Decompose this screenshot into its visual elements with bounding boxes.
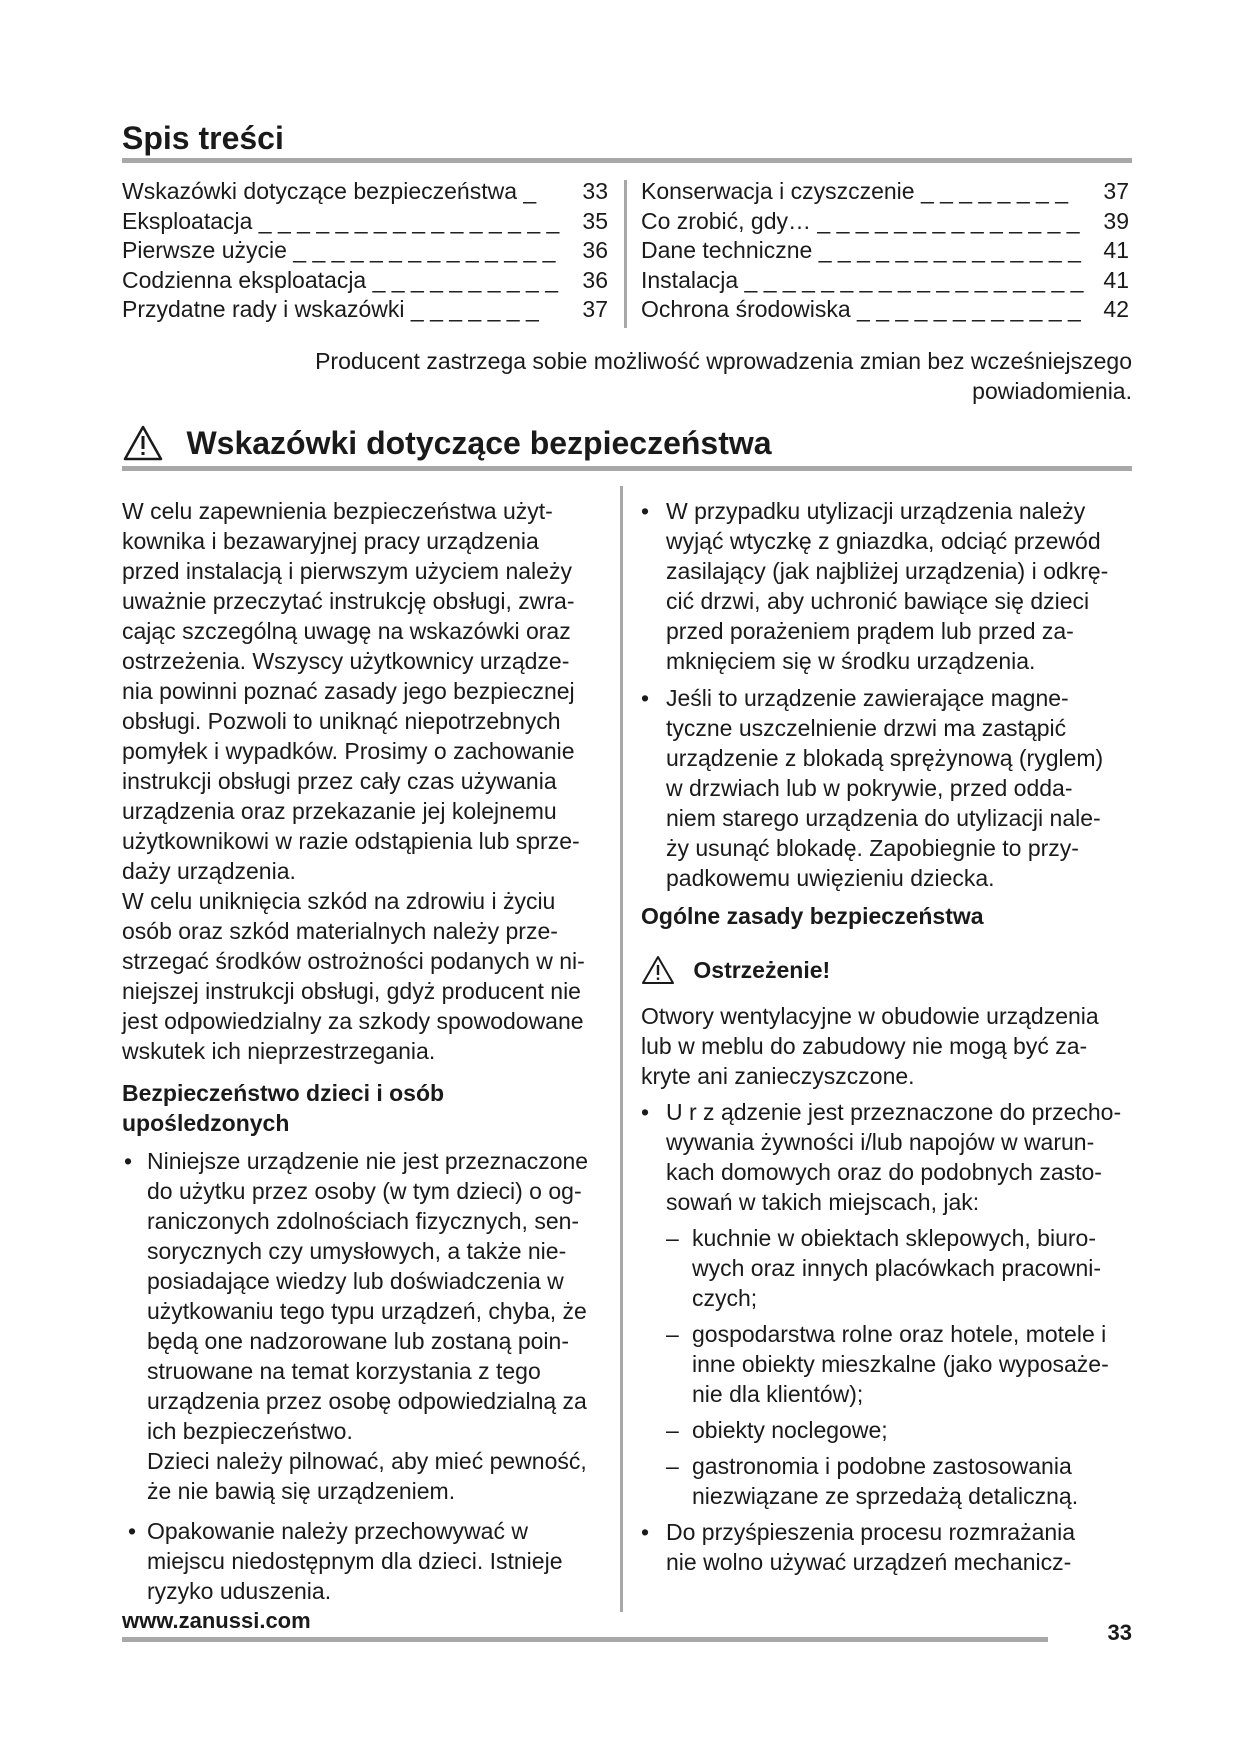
disposal-bullet [641, 496, 1161, 676]
toc-entry[interactable] [122, 236, 608, 266]
text-line: instrukcji obsługi przez cały czas używania [122, 768, 557, 794]
toc-entry-page: 41 [1103, 237, 1129, 263]
children-heading-line1: Bezpieczeństwo dzieci i osób [122, 1080, 445, 1106]
text-line: przed porażeniem prądem lub przed za- [666, 618, 1074, 644]
text-line: Jeśli to urządzenie zawierające magne- [666, 685, 1069, 711]
text-line: cając szczególną uwagę na wskazówki oraz [122, 618, 571, 644]
text-line: kryte ani zanieczyszczone. [641, 1063, 915, 1089]
intended-use-bullet [641, 1097, 1161, 1511]
children-bullet-2 [122, 1516, 612, 1606]
text-line: ryzyko uduszenia. [147, 1578, 332, 1604]
text-line: sorycznych czy umysłowych, a także nie- [147, 1238, 567, 1264]
text-line: Do przyśpieszenia procesu rozmrażania [666, 1519, 1076, 1545]
children-bullet-1 [122, 1146, 612, 1506]
text-line: urządzenia oraz przekazanie jej kolejnemu [122, 798, 557, 824]
dash-glyph: – [666, 1321, 679, 1347]
text-line: sowań w takich miejscach, jak: [666, 1189, 980, 1215]
text-line: ży usunąć blokadę. Zapobiegnie to przy- [666, 835, 1079, 861]
warning-heading [641, 953, 1161, 987]
dash-item-3-text [692, 1415, 1161, 1445]
dash-glyph: – [666, 1225, 679, 1251]
safety-title: Wskazówki dotyczące bezpieczeństwa [186, 424, 772, 461]
text-line: W przypadku utylizacji urządzenia należy [666, 498, 1086, 524]
text-line: W celu zapewnienia bezpieczeństwa użyt- [122, 498, 553, 524]
change-notice [315, 346, 1132, 406]
toc-title: Spis treści [122, 120, 284, 156]
text-line: wyjąć wtyczkę z gniazdka, odciąć przewód [666, 528, 1101, 554]
bullet-glyph: • [124, 1148, 133, 1174]
toc-entry-label: Pierwsze użycie _ _ _ _ _ _ _ _ _ _ _ _ _ _ [122, 237, 556, 263]
warning-triangle-icon [641, 955, 675, 985]
text-line: nia powinni poznać zasady jego bezpiecznej [122, 678, 575, 704]
toc-entry-label: Przydatne rady i wskazówki _ _ _ _ _ _ _ [122, 296, 539, 322]
text-line: kownika i bezawaryjnej pracy urządzenia [122, 528, 539, 554]
text-line: miejscu niedostępnym dla dzieci. Istnieje [147, 1548, 563, 1574]
text-line: użytkowaniu tego typu urządzeń, chyba, że [147, 1298, 587, 1324]
footer-rule [122, 1637, 1048, 1642]
magnetic-seal-bullet [641, 683, 1161, 893]
magnetic-seal-bullet-text [666, 683, 1161, 893]
text-line: nie dla klientów); [692, 1381, 864, 1407]
general-safety-heading: Ogólne zasady bezpieczeństwa [641, 903, 984, 929]
dash-glyph: – [666, 1453, 679, 1479]
intended-use-bullet-text [666, 1097, 1161, 1217]
toc-left-column [122, 177, 608, 325]
text-line: U r z ądzenie jest przeznaczone do przecho- [666, 1099, 1122, 1125]
text-line: nie wolno używać urządzeń mechanicz- [666, 1549, 1072, 1575]
dash-glyph: – [666, 1417, 679, 1443]
dash-item-3 [666, 1415, 1161, 1445]
toc-entry-label: Konserwacja i czyszczenie _ _ _ _ _ _ _ _ [641, 178, 1069, 204]
toc-entry-page: 37 [582, 296, 608, 322]
text-line: że nie bawią się urządzeniem. [147, 1478, 456, 1504]
toc-entry-page: 35 [582, 207, 608, 234]
text-line: Opakowanie należy przechowywać w [147, 1518, 528, 1544]
toc-entry-label: Codzienna eksploatacja _ _ _ _ _ _ _ _ _ _ [122, 266, 559, 293]
intro-paragraph [122, 496, 612, 1066]
text-line: kach domowych oraz do podobnych zasto- [666, 1159, 1102, 1185]
text-line: lub w meblu do zabudowy nie mogą być za- [641, 1033, 1088, 1059]
text-line: niezwiązane ze sprzedażą detaliczną. [692, 1483, 1079, 1509]
text-line: wskutek ich nieprzestrzegania. [122, 1038, 436, 1064]
text-line: w drzwiach lub w pokrywie, przed odda- [666, 775, 1073, 801]
text-line: daży urządzenia. [122, 858, 296, 884]
text-line: strzegać środków ostrożności podanych w ni- [122, 948, 585, 974]
bullet-glyph: • [641, 685, 650, 711]
text-line: przed instalacją i pierwszym użyciem należy [122, 558, 572, 584]
toc-right-column [641, 177, 1129, 325]
defrost-bullet [641, 1517, 1161, 1577]
text-line: osób oraz szkód materialnych należy prze- [122, 918, 558, 944]
toc-entry-label: Wskazówki dotyczące bezpieczeństwa _ [122, 178, 537, 204]
children-heading [122, 1078, 612, 1138]
text-line: ostrzeżenia. Wszyscy użytkownicy urządze- [122, 648, 570, 674]
text-line: Niniejsze urządzenie nie jest przeznaczone [147, 1148, 589, 1174]
toc-entry[interactable] [122, 266, 608, 296]
toc-entry[interactable] [641, 266, 1129, 296]
text-line: kuchnie w obiektach sklepowych, biuro- [692, 1225, 1096, 1251]
toc-entry[interactable] [641, 236, 1129, 266]
children-bullet-1-text [147, 1146, 612, 1446]
safety-title-rule [122, 466, 1132, 471]
toc-title-rule [122, 158, 1132, 163]
text-line: niem starego urządzenia do utylizacji nale- [666, 805, 1101, 831]
toc-entry-label: Co zrobić, gdy… _ _ _ _ _ _ _ _ _ _ _ _ _ _ [641, 207, 1080, 234]
bullet-glyph: • [641, 498, 650, 524]
text-line: struowane na temat korzystania z tego [147, 1358, 541, 1384]
safety-heading [122, 424, 772, 468]
toc-entry[interactable] [641, 207, 1129, 237]
dash-item-2 [666, 1319, 1161, 1409]
text-line: będą one nadzorowane lub zostaną poin- [147, 1328, 569, 1354]
text-line: użytkownikowi w razie odstąpienia lub sprze- [122, 828, 580, 854]
text-line: pomyłek i wypadków. Prosimy o zachowanie [122, 738, 575, 764]
children-bullet-1-extra [147, 1446, 612, 1506]
change-notice-line2: powiadomienia. [972, 378, 1132, 404]
text-line: inne obiekty mieszkalne (jako wyposaże- [692, 1351, 1109, 1377]
children-bullet-2-text [147, 1516, 612, 1606]
warning-label: Ostrzeżenie! [693, 956, 831, 983]
text-line: wywania żywności i/lub napojów w warun- [666, 1129, 1095, 1155]
text-line: W celu uniknięcia szkód na zdrowiu i życiu [122, 888, 556, 914]
toc-entry-label: Instalacja _ _ _ _ _ _ _ _ _ _ _ _ _ _ _ _ _ _ [641, 266, 1084, 293]
children-heading-line2: upośledzonych [122, 1110, 290, 1136]
disposal-bullet-text [666, 496, 1161, 676]
text-line: jest odpowiedzialny za szkody spowodowane [122, 1008, 584, 1034]
text-line: posiadające wiedzy lub doświadczenia w [147, 1268, 564, 1294]
dash-item-4-text [692, 1451, 1161, 1511]
dash-item-4 [666, 1451, 1161, 1511]
footer-url[interactable]: www.zanussi.com [122, 1608, 311, 1633]
text-line: urządzenia przez osobę odpowiedzialną za [147, 1388, 587, 1414]
toc-entry-page: 41 [1103, 266, 1129, 293]
warning-triangle-icon [122, 424, 164, 462]
text-line: obsługi. Pozwoli to uniknąć niepotrzebnych [122, 708, 561, 734]
text-line: raniczonych zdolnościach fizycznych, sen- [147, 1208, 580, 1234]
toc-entry[interactable] [641, 295, 1129, 325]
text-line: Otwory wentylacyjne w obudowie urządzenia [641, 1003, 1099, 1029]
dash-item-1-text [692, 1223, 1161, 1313]
toc-divider [624, 180, 627, 328]
toc-entry-page: 36 [582, 266, 608, 293]
text-line: mknięciem się w środku urządzenia. [666, 648, 1036, 674]
toc-entry-page: 42 [1103, 296, 1129, 322]
bullet-glyph: • [641, 1519, 650, 1545]
toc-entry-page: 36 [582, 237, 608, 263]
change-notice-line1: Producent zastrzega sobie możliwość wprowadzenia zmian bez wcześniejszego [315, 348, 1132, 374]
text-line: urządzenie z blokadą sprężynową (ryglem) [666, 745, 1104, 771]
text-line: padkowemu uwięzieniu dziecka. [666, 865, 995, 891]
text-line: gospodarstwa rolne oraz hotele, motele i [692, 1321, 1107, 1347]
text-line: uważnie przeczytać instrukcję obsługi, zwra- [122, 588, 575, 614]
text-line: czych; [692, 1285, 758, 1311]
dash-item-2-text [692, 1319, 1161, 1409]
toc-entry[interactable] [122, 177, 608, 207]
text-line: niejszej instrukcji obsługi, gdyż producent nie [122, 978, 581, 1004]
bullet-glyph: • [641, 1099, 650, 1125]
page-number: 33 [1107, 1620, 1132, 1645]
bullet-glyph: • [128, 1518, 137, 1544]
text-line: wych oraz innych placówkach pracowni- [692, 1255, 1102, 1281]
text-line: cić drzwi, aby uchronić bawiące się dzieci [666, 588, 1090, 614]
toc-entry-label: Eksploatacja _ _ _ _ _ _ _ _ _ _ _ _ _ _ _ _ [122, 207, 560, 234]
warning-text [641, 1001, 1161, 1091]
text-line: do użytku przez osoby (w tym dzieci) o og- [147, 1178, 582, 1204]
text-line: ich bezpieczeństwo. [147, 1418, 353, 1444]
defrost-bullet-text [666, 1517, 1161, 1577]
toc-entry-page: 33 [582, 178, 608, 204]
text-line: gastronomia i podobne zastosowania [692, 1453, 1072, 1479]
right-column [641, 496, 1161, 1577]
toc-entry[interactable] [641, 177, 1129, 207]
text-line: tyczne uszczelnienie drzwi ma zastąpić [666, 715, 1067, 741]
toc-entry-page: 37 [1103, 178, 1129, 204]
toc-entry-page: 39 [1103, 207, 1129, 234]
dash-item-1 [666, 1223, 1161, 1313]
text-line: obiekty noclegowe; [692, 1417, 888, 1443]
toc-entry-label: Ochrona środowiska _ _ _ _ _ _ _ _ _ _ _ _ [641, 296, 1081, 322]
left-column [122, 496, 612, 1606]
toc-entry[interactable] [122, 295, 608, 325]
column-divider [620, 486, 623, 1612]
text-line: Dzieci należy pilnować, aby mieć pewność, [147, 1448, 587, 1474]
text-line: zasilający (jak najbliżej urządzenia) i odkrę- [666, 558, 1109, 584]
toc-entry[interactable] [122, 207, 608, 237]
toc-entry-label: Dane techniczne _ _ _ _ _ _ _ _ _ _ _ _ _ _ [641, 237, 1081, 263]
